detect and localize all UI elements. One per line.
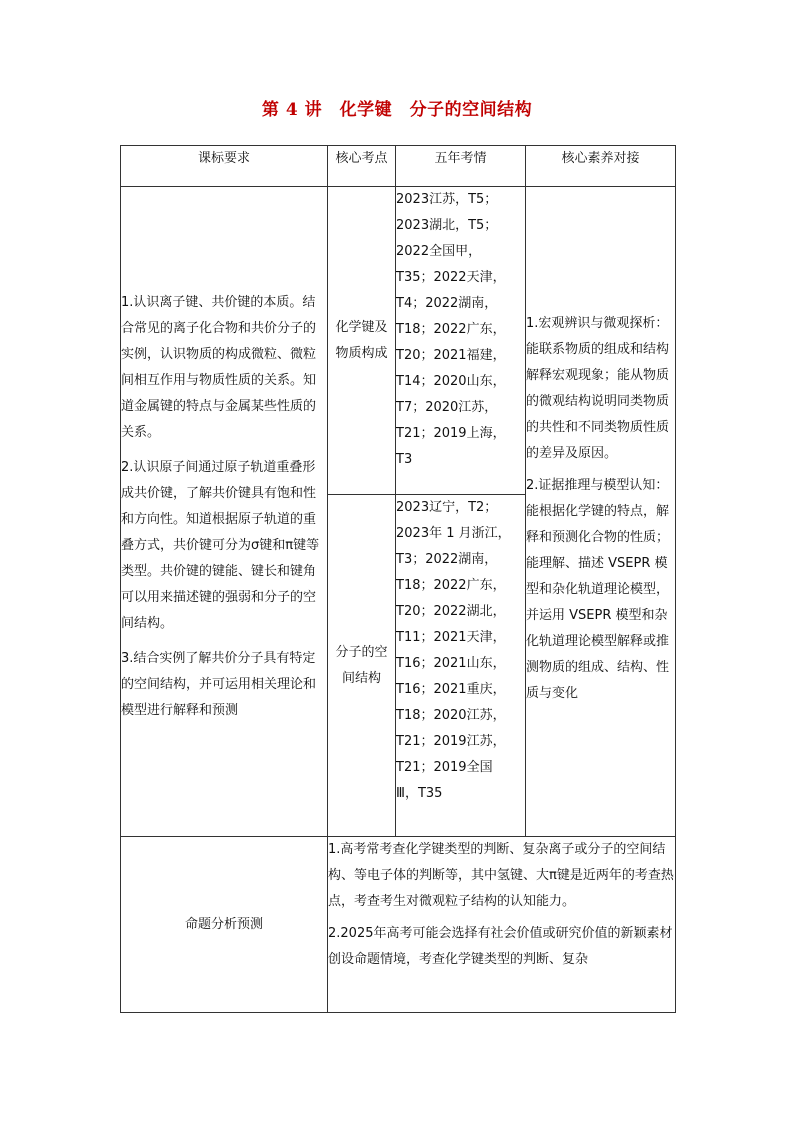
topic-row-1 <box>121 187 676 495</box>
header-row <box>121 146 676 187</box>
header-core-points: 核心考点 <box>328 146 396 187</box>
years-cell-chemical-bond <box>396 187 526 495</box>
literacy-item: 1.宏观辨识与微观探析：能联系物质的组成和结构解释宏观现象；能从物质的微观结构说明同类物质的共性和不同类物质性质的差异及原因。 <box>526 315 670 461</box>
core-point-molecular-structure <box>328 495 396 837</box>
year-line: T14；2020山东， <box>396 374 506 389</box>
core-point-line: 间结构 <box>341 670 381 686</box>
requirement-item: 1.认识离子键、共价键的本质。结合常见的离子化合物和共价分子的实例，认识物质的构成微粒、微粒间相互作用与物质性质的关系。知道金属键的特点与金属某些性质的关系。 <box>121 295 317 440</box>
year-line: T16；2021山东， <box>396 656 506 671</box>
year-line: T20；2021福建， <box>396 348 506 363</box>
core-point-line: 分子的空 <box>335 644 388 660</box>
year-line: 2023年 1 月浙江， <box>396 526 511 541</box>
requirements-cell <box>121 187 328 837</box>
prediction-row <box>121 837 676 1013</box>
curriculum-table <box>120 145 676 1013</box>
year-line: T21；2019上海， <box>396 426 506 441</box>
year-line: T18；2022广东， <box>396 322 506 337</box>
year-line: 2023湖北，T5； <box>396 218 498 233</box>
header-requirements: 课标要求 <box>121 146 328 187</box>
year-line: T3 <box>396 452 413 467</box>
header-five-years: 五年考情 <box>396 146 526 187</box>
year-line: 2023江苏，T5； <box>396 192 498 207</box>
year-line: T7；2020江苏， <box>396 400 498 415</box>
core-point-line: 化学键及 <box>335 319 388 335</box>
year-line: T18；2022广东， <box>396 578 506 593</box>
prediction-label: 命题分析预测 <box>121 837 328 1013</box>
year-line: T18；2020江苏， <box>396 708 506 723</box>
core-point-chemical-bond <box>328 187 396 495</box>
year-line: T16；2021重庆， <box>396 682 506 697</box>
year-line: T21；2019江苏， <box>396 734 506 749</box>
years-cell-molecular-structure <box>396 495 526 837</box>
literacy-item: 2.证据推理与模型认知：能根据化学键的特点，解释和预测化合物的性质；能理解、描述 VSEPR 模型和杂化轨道理论模型，并运用 VSEPR 模型和杂化轨道理论模型解释或推测物质的组成、结构、性质与变化 <box>526 477 670 701</box>
year-line: T11；2021天津， <box>396 630 506 645</box>
year-line: 2022全国甲， <box>396 244 482 259</box>
literacy-cell <box>526 187 676 837</box>
year-line: T3；2022湖南， <box>396 552 498 567</box>
core-point-line: 物质构成 <box>335 345 388 361</box>
year-line: Ⅲ，T35 <box>396 786 443 801</box>
year-line: 2023辽宁，T2； <box>396 500 498 515</box>
header-literacy: 核心素养对接 <box>526 146 676 187</box>
page-title: 第 4 讲 化学键 分子的空间结构 <box>261 100 533 120</box>
prediction-item: 1.高考常考查化学键类型的判断、复杂离子或分子的空间结构、等电子体的判断等，其中氢键、大π键是近两年的考查热点，考查考生对微观粒子结构的认知能力。 <box>328 842 674 909</box>
year-line: T20；2022湖北， <box>396 604 506 619</box>
prediction-item: 2.2025年高考可能会选择有社会价值或研究价值的新颖素材创设命题情境，考查化学键类型的判断、复杂 <box>328 926 673 967</box>
requirement-item: 2.认识原子间通过原子轨道重叠形成共价键，了解共价键具有饱和性和方向性。知道根据原子轨道的重叠方式，共价键可分为σ键和π键等类型。共价键的键能、键长和键角可以用来描述键的强弱和分子的空间结构。 <box>121 460 320 631</box>
year-line: T21；2019全国 <box>396 760 493 775</box>
prediction-cell <box>328 837 676 1013</box>
requirement-item: 3.结合实例了解共价分子具有特定的空间结构，并可运用相关理论和模型进行解释和预测 <box>121 651 317 718</box>
year-line: T4；2022湖南， <box>396 296 498 311</box>
year-line: T35；2022天津， <box>396 270 506 285</box>
